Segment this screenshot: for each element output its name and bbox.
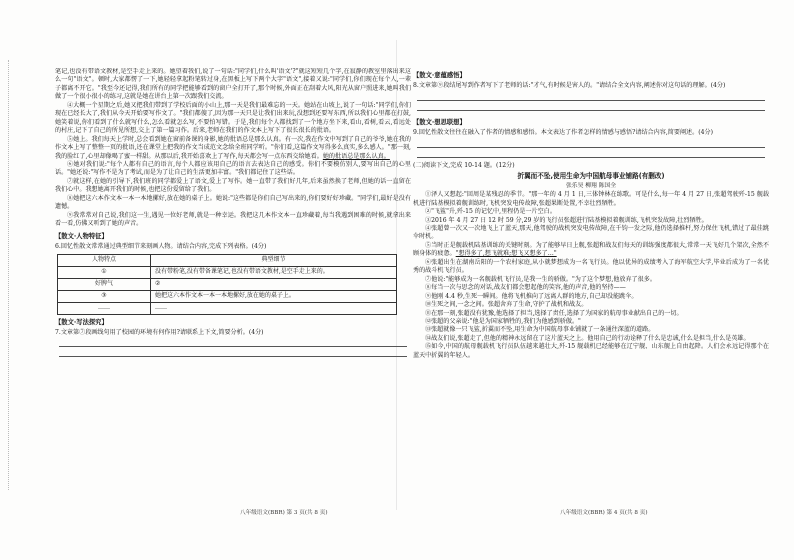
- part-2-title: (二)阅读下文,完成 10-14 题。(12分): [413, 161, 515, 169]
- table-header-cell: 人物特点: [58, 254, 151, 266]
- question-7: 7.文章第⑦段画线句用了校园的环境有何作用?请联系上下文,简要分析。(4分): [55, 328, 264, 336]
- left-para-1: 笔记,也没有带语文教材,是空手走上来的。她望着我们,说了一句话:"同学们,什么叫'语文'?"就这短短几个字,在寂静的教室里落出来这么一句"语文"。顿时,大家都愣了一下,她轻轻拿起粉笔转过身,在黑板上写下两个大字"语文",接着又说:"同学们,你们现在每个人,一辈子都离不开它。"我至今还记得,我们所有的同学把能够看到的窗户全打开了,那个时候,外面正在刮着大风,阳光从窗户照进来,她叫我们做了一个很小很小的练习,这就是她在讲台上第一次跟我们交流。: [55, 68, 411, 101]
- footer-page-4: 八年级语文(BBR) 第 4 页(共 8 页): [560, 510, 648, 516]
- right-para-8: ⑧每当一次与思念的对话,战友们都会想起他的笑容,他的声音,他的坚持——: [425, 284, 626, 292]
- answer-line[interactable]: [417, 110, 765, 111]
- left-para-7: ⑦就这样,在她的引导下,我们班的同学都爱上了语文,爱上了写作。她一直带了我们好几年,后来虽然换了老师,但她的话一直留在我们心中。我想她离开我们的时候,也把这份爱留给了我们。: [55, 177, 411, 194]
- right-para-11: ⑪在那一刻,张超没有犹豫,他选择了担当,选择了责任,选择了为国家的航母事业献出自己的一切。: [425, 309, 683, 317]
- table-row: [58, 266, 397, 278]
- article-title: 折翼而不坠,使用生命为中国航母事业铺路(有删改): [517, 172, 665, 181]
- right-para-10: ⑩生死之间,一念之间。张超舍弃了生命,守护了战机和战友。: [425, 301, 588, 309]
- question-6: 6.回忆性散文常常通过典型细节来刻画人物。请结合内容,完成下列表格。(4分): [55, 243, 267, 251]
- right-para-15: ⑮如今,中国的航母舰载机飞行员队伍越来越壮大,歼-15 舰载机已经能够在辽宁舰、山东舰上自由起降。人们会永远记得那个在蓝天中折翼的年轻人。: [413, 343, 769, 359]
- answer-cell[interactable]: ①: [58, 266, 151, 278]
- right-para-4: ④张超曾一次又一次地飞上了蓝天,那天,他驾驶的战机突发电传故障,在千钧一发之际,他仍选择推杆,努力保住飞机,错过了最佳跳伞时机。: [413, 224, 769, 241]
- table-cell: 没有带粉笔,没有带备课笔记,也没有带语文教材,是空手走上来的。: [151, 266, 397, 278]
- left-para-4: ④大概一个星期之后,她又把我们带到了学校后面的小山上,那一天是我们最难忘的一天。她站在山坡上,说了一句话:"同学们,你们现在已经长大了,我们从今天开始要写作文了。"我们都傻了,因为那一天只是让我们出来玩,没想到还要写东西,所以我们心里都在打鼓,她笑着说,你们看到了什么就写什么,怎么看就怎么写,不要怕写错。于是,我们每个人都找到了一个地方坐下来,看山,看树,看云,看远处的村庄,记下了自己的所见所想,交上了第一篇习作。后来,老师在我们的作文本上写下了很长很长的批语。: [55, 101, 411, 135]
- answer-cell[interactable]: ②: [151, 278, 397, 290]
- right-para-6: ⑥张超出生在湖南岳阳的一个农村家庭,从小就梦想成为一名飞行员。他以优异的成绩考入了海军航空大学,毕业后成为了一名优秀的战斗机飞行员。: [413, 258, 769, 275]
- table-cell: ……: [151, 302, 397, 314]
- left-para-5: ⑤她上。我们每天上学时,总会看到她在窗前备课的身影,她的批语总是那么认真。有一次,我在作文中写到了自己的爷爷,她在我的作文本上写了整整一页的批语,还在课堂上把我的作文当成范文念给全班同学听。"你们看,这篇作文写得多么真实,多么感人。"那一刻,我的脸红了,心里却像喝了蜜一样甜。从那以后,我开始喜欢上了写作,每天都会写一点东西交给她看。她的批语总是那么认真。: [55, 135, 411, 160]
- table-row: [58, 290, 397, 302]
- character-table: [57, 254, 397, 315]
- question-9: 9.回忆性散文往往在融入了作者的情感和感悟。本文表达了作者怎样的情感与感悟?请结合内容,简要阐述。(4分): [413, 129, 713, 137]
- section-title-q8: 【散文·意蕴感悟】: [413, 72, 466, 79]
- right-para-2: ②"飞鲨"升,歼-15 的记忆中,里程仍是一片空白。: [425, 208, 556, 216]
- left-para-8: ⑧她把这六本作文本一本一本地摞好,放在她的桌子上。她说:"这些都是你们自己写出来的,你们要好好珍藏。"同学们,最好是没有遗憾。: [55, 194, 411, 211]
- right-para-3: ③2016 年 4 月 27 日 12 时 59 分,29 岁的飞行员张超进行陆基模拟着舰训练,飞机突发故障,壮烈牺牲。: [425, 216, 708, 224]
- table-header-cell: 典型细节: [151, 254, 397, 266]
- left-para-6: ⑥她对我们说:"每个人都有自己的语言,每个人都应该用自己的语言去表达自己的感受。你们不要模仿别人,要写出自己的心里话。"她还说:"写作不是为了考试,而是为了让自己的生活更加丰富。"我们都记住了这些话。: [55, 160, 411, 177]
- right-para-14: ⑭战友们说,张超走了,但他的精神永远留在了这片蓝天之上。他用自己的行动诠释了什么是忠诚,什么是担当,什么是英雄。: [425, 334, 750, 342]
- section-title-q9: 【散文·想思联想】: [413, 118, 466, 126]
- answer-cell[interactable]: ③: [58, 290, 151, 302]
- section-title-q6: 【散文·人物特征】: [55, 232, 108, 240]
- left-page: [55, 68, 411, 480]
- answer-line[interactable]: [417, 147, 765, 148]
- right-para-13: ⑬张超就像一只飞鲨,折翼而不坠,用生命为中国航母事业铺就了一条通往深蓝的道路。: [425, 326, 655, 334]
- right-para-5: ⑤当时正是舰载机陆基训练的关键时刻。为了能够早日上舰,张超和战友们每天的训练强度都很大,常常一天飞好几个架次,全然不顾身体的疲惫。"想得多了,想飞就难;想飞又想多了…": [413, 241, 769, 258]
- right-para-7: ⑦他说:"能够成为一名舰载机飞行员,是我一生的骄傲。"为了这个梦想,他放弃了很多。: [425, 275, 656, 283]
- footer-page-3: 八年级语文(BBR) 第 3 页(共 8 页): [240, 510, 328, 516]
- underlined-sentence: "想得多了,想飞就难;想飞又想多了…": [455, 250, 557, 258]
- right-para-9: ⑨他刚 4.4 秒,生死一瞬间。他将飞机推向了远离人群的地方,自己却没能跳伞。: [425, 292, 638, 300]
- table-cell: 好脾气: [58, 278, 151, 290]
- answer-line[interactable]: [417, 157, 765, 158]
- left-para-9: ⑨我常常对自己说,我们这一生,遇见一位好老师,就是一种幸运。我把这几本作文本一直珍藏着,每当我遇到困难的时候,就拿出来看一看,仿佛又听到了她的声音。: [55, 211, 411, 228]
- section-title-q7: 【散文·写法探究】: [55, 318, 108, 326]
- article-author: 张乐昊 柳翔 陈国全: [565, 182, 617, 189]
- table-header-row: [58, 254, 397, 266]
- right-para-1: ①泽人又想起:"回周是某残忍的季节。"那一年的 4 月 1 日,三体钟林在练歌。可是什么,每一年 4 月 27 日,张超驾驶歼-15 舰载机进行陆基模拟着舰训练时,飞机突发电传故障,张超果断处置,不幸壮烈牺牲。: [413, 191, 769, 207]
- right-page: [413, 68, 769, 480]
- question-8: 8.文章第⑨段结尾写到作者写下了老师的话:"才气,有时候是害人的。"请结合全文内容,阐述你对这句话的理解。(4分): [413, 82, 726, 90]
- table-row: [58, 278, 397, 290]
- table-cell: 她把这六本作文本一本一本地摞好,放在她的桌子上。: [151, 290, 397, 302]
- right-para-12: ⑫张超的父亲说:"他是为国家牺牲的,我们为他感到骄傲。": [425, 317, 581, 325]
- table-cell: ……: [58, 302, 151, 314]
- binding-margin: [8, 60, 15, 490]
- table-row: [58, 302, 397, 314]
- answer-line[interactable]: [59, 356, 407, 357]
- underlined-sentence: 她的批语总是那么认真。: [322, 152, 390, 160]
- answer-line[interactable]: [59, 346, 407, 347]
- answer-line[interactable]: [417, 100, 765, 101]
